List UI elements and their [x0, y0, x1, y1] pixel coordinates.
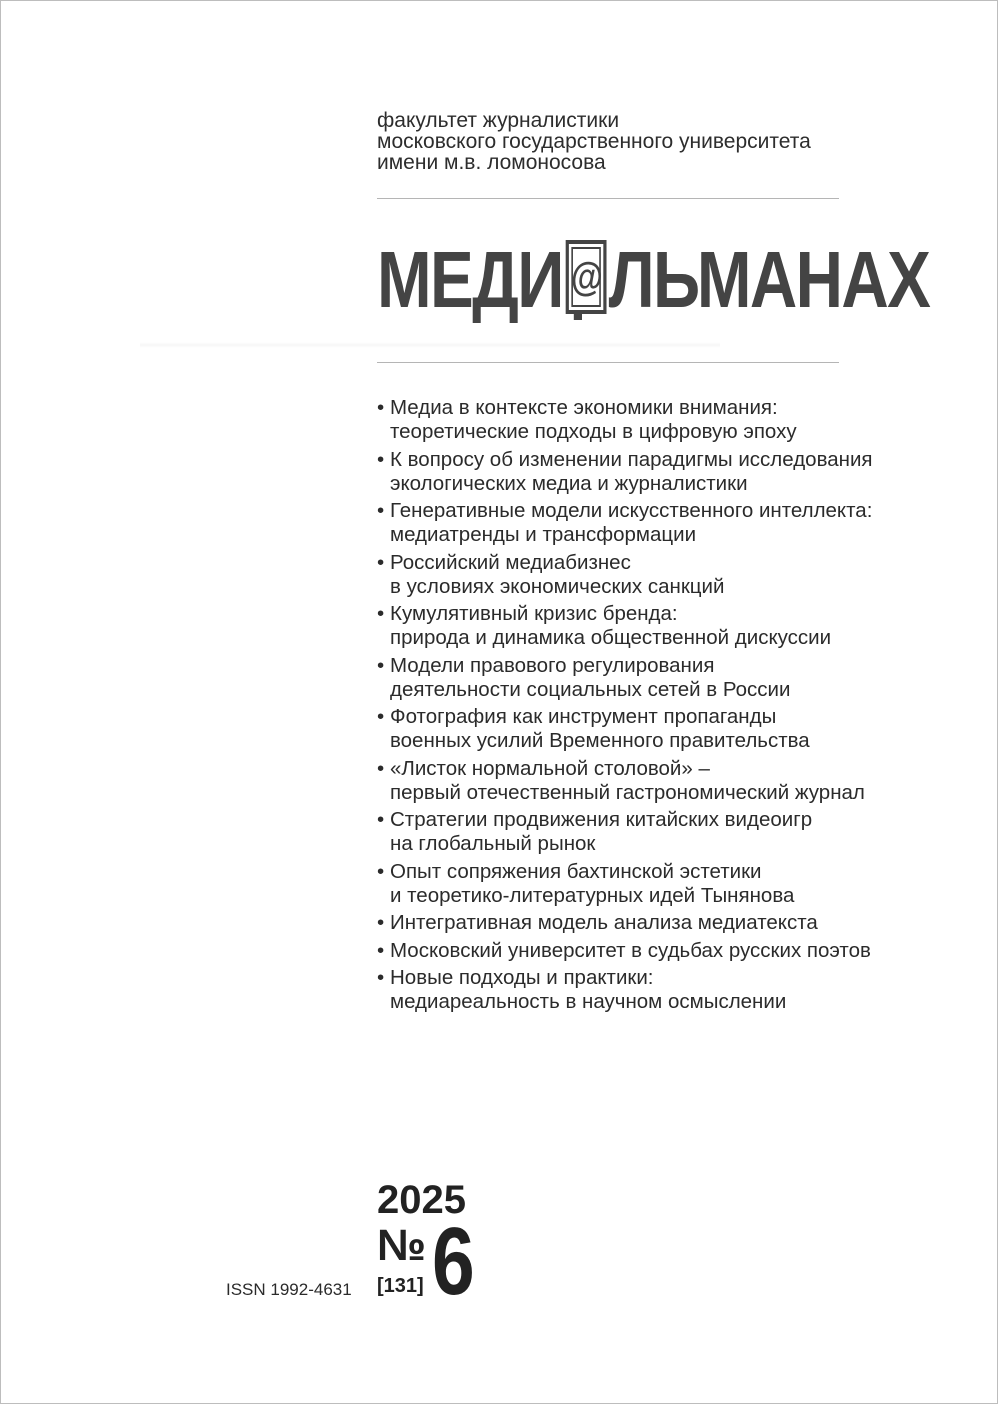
toc-item-line: экологических медиа и журналистики [390, 471, 748, 495]
toc-item-line: и теоретико-литературных идей Тынянова [390, 883, 795, 907]
toc-item-line: природа и динамика общественной дискуссии [390, 626, 832, 649]
toc-item-line: Российский медиабизнес [390, 550, 631, 574]
svg-text:@: @ [570, 253, 601, 299]
bullet-icon: • [377, 447, 385, 471]
toc-item-line: теоретические подходы в цифровую эпоху [390, 420, 797, 443]
toc-item-line: деятельности социальных сетей в России [390, 677, 791, 701]
toc-item [377, 757, 937, 805]
toc-item [377, 860, 937, 908]
toc-item-line: на глобальный рынок [390, 832, 596, 855]
bottom-divider [377, 362, 839, 363]
toc-item [377, 939, 937, 963]
publisher-header [377, 110, 847, 173]
toc-item [377, 911, 937, 935]
issn-number: ISSN 1992-4631 [226, 1280, 352, 1299]
toc-item-line: медиареальность в научном осмыслении [390, 990, 787, 1013]
toc-item [377, 396, 937, 444]
issue-number: 6 [432, 1208, 475, 1315]
toc-item-line: Интегративная модель анализа медиатекста [390, 911, 818, 934]
table-of-contents [377, 396, 937, 1018]
bullet-icon: • [377, 396, 385, 419]
toc-item-line: медиатренды и трансформации [390, 523, 697, 546]
bullet-icon: • [377, 653, 385, 677]
toc-item-line: Новые подходы и практики: [390, 966, 654, 989]
header-line-3: имени м.в. ломоносова [377, 151, 606, 174]
toc-item-line: Стратегии продвижения китайских видеоигр [390, 808, 813, 831]
bullet-icon: • [377, 550, 385, 574]
toc-item-line: Кумулятивный кризис бренда: [390, 602, 678, 625]
top-divider [377, 198, 839, 199]
toc-item-line: Модели правового регулирования [390, 653, 715, 677]
header-line-1: факультет журналистики [377, 109, 620, 132]
bullet-icon: • [377, 911, 385, 934]
bullet-icon: • [377, 705, 385, 728]
header-line-2: московского государственного университета [377, 130, 811, 153]
toc-item-line: Медиа в контексте экономики внимания: [390, 396, 778, 419]
logo-text-right: ЛЬМАНАХ [608, 235, 930, 324]
scan-shadow [140, 342, 720, 348]
toc-item [377, 551, 937, 599]
bullet-icon: • [377, 859, 385, 883]
at-sign-emblem-icon [565, 238, 606, 322]
issue-year: 2025 [377, 1178, 466, 1222]
issue-total-number: [131] [377, 1275, 424, 1297]
toc-item-line: Фотография как инструмент пропаганды [390, 705, 777, 728]
toc-item-line: в условиях экономических санкций [390, 574, 725, 598]
toc-item-line: Опыт сопряжения бахтинской эстетики [390, 859, 762, 883]
bullet-icon: • [377, 966, 385, 989]
journal-logo [377, 235, 930, 324]
bullet-icon: • [377, 499, 385, 522]
toc-item-line: «Листок нормальной столовой» – [390, 756, 710, 780]
number-sign: № [377, 1221, 427, 1270]
bullet-icon: • [377, 808, 385, 831]
toc-item [377, 808, 937, 856]
toc-item [377, 448, 937, 496]
toc-item [377, 705, 937, 753]
bullet-icon: • [377, 756, 385, 780]
toc-item-line: военных усилий Временного правительства [390, 729, 810, 752]
toc-item [377, 654, 937, 702]
toc-item-line: Московский университет в судьбах русских поэтов [390, 938, 871, 962]
toc-item-line: первый отечественный гастрономический журнал [390, 780, 865, 804]
toc-item [377, 499, 937, 547]
bullet-icon: • [377, 602, 385, 625]
logo-text-left: МЕДИ [377, 235, 563, 324]
bullet-icon: • [377, 938, 385, 962]
toc-item-line: К вопросу об изменении парадигмы исследования [390, 447, 873, 471]
toc-item-line: Генеративные модели искусственного интеллекта: [390, 499, 873, 522]
toc-item [377, 966, 937, 1014]
toc-item [377, 602, 937, 650]
